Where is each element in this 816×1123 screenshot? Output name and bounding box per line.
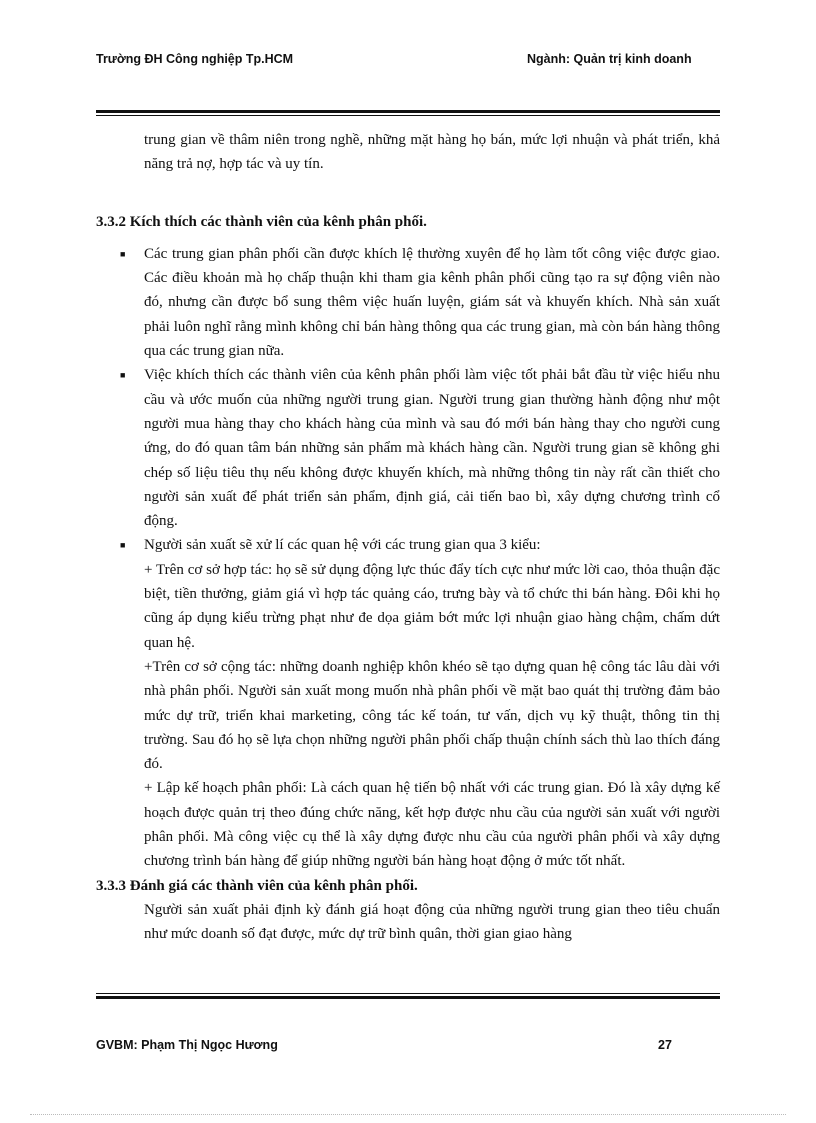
square-bullet-icon: ■ — [120, 370, 126, 381]
footer-instructor: GVBM: Phạm Thị Ngọc Hương — [96, 1038, 278, 1052]
page-body — [96, 128, 720, 947]
footer-rule-thin — [96, 993, 720, 994]
evaluation-paragraph: Người sản xuất phải định kỳ đánh giá hoạt động của những người trung gian theo tiêu chuẩn như mức doanh số đạt được, mức dự trữ bình quân, thời gian giao hàng — [144, 901, 720, 943]
page-number: 27 — [658, 1038, 672, 1052]
list-item — [96, 363, 720, 533]
bullet-text: Các trung gian phân phối cần được khích lệ thường xuyên để họ làm tốt công việc được giao. Các điều khoản mà họ chấp thuận khi tham gia kênh phân phối cũng tạo ra sự động viên nào đó, nhưng cần được bổ sung thêm việc huấn luyện, giám sát và khuyến khích. Nhà sản xuất phải luôn nghĩ rằng mình không chỉ bán hàng thông qua các trung gian, mà còn bán hàng thông qua các trung gian nữa. — [144, 245, 720, 360]
page-header — [96, 52, 720, 72]
header-rule-thin — [96, 115, 720, 116]
list-item — [96, 533, 720, 873]
intro-paragraph: trung gian về thâm niên trong nghề, những mặt hàng họ bán, mức lợi nhuận và phát triển, khả năng trả nợ, hợp tác và uy tín. — [144, 132, 720, 173]
square-bullet-icon: ■ — [120, 248, 126, 259]
page-edge-divider — [30, 1114, 786, 1115]
header-rule-thick — [96, 110, 720, 113]
bullet-lead: Người sản xuất sẽ xử lí các quan hệ với các trung gian qua 3 kiểu: — [144, 537, 541, 554]
sub-item-cooperation: + Trên cơ sở hợp tác: họ sẽ sử dụng động lực thúc đẩy tích cực như mức lời cao, thỏa thuận đặc biệt, tiền thưởng, giảm giá vì hợp tác quảng cáo, trưng bày và tổ chức thi bán hàng. Đôi khi họ cũng áp dụng kiểu trừng phạt như đe dọa giảm bớt mức lợi nhuận giao hàng chậm, chấm dứt quan hệ. — [144, 561, 720, 651]
header-school: Trường ĐH Công nghiệp Tp.HCM — [96, 52, 294, 66]
page-footer — [96, 1038, 720, 1058]
sub-item-collaboration: +Trên cơ sở cộng tác: những doanh nghiệp khôn khéo sẽ tạo dựng quan hệ công tác lâu dài với nhà phân phối. Người sản xuất mong muốn nhà phân phối về mặt bao quát thị trường đảm bảo mức dự trữ, triển khai marketing, công tác kế toán, tư vấn, dịch vụ kỹ thuật, thông tin thị trường. Sau đó họ sẽ lựa chọn những người phân phối chấp thuận chính sách thù lao thích đáng đó. — [144, 658, 720, 773]
bullet-list — [96, 242, 720, 874]
bullet-text: Việc khích thích các thành viên của kênh phân phối làm việc tốt phải bắt đầu từ việc hiểu nhu cầu và ước muốn của những người trung gian. Người trung gian thường hành động như một người mua hàng thay cho khách hàng của mình và sau đó mới bán hàng thay cho người cung ứng, do đó quan tâm bán những sản phẩm mà khách hàng cần. Người trung gian sẽ không ghi chép số liệu tiêu thụ nếu không được khuyến khích, mà những thông tin này rất cần thiết cho người sản xuất để phát triển sản phẩm, định giá, cải tiến bao bì, xây dựng chương trình cổ động. — [144, 367, 720, 530]
heading-3-3-3: 3.3.3 Đánh giá các thành viên của kênh phân phối. — [96, 877, 418, 894]
list-item — [96, 242, 720, 363]
header-major: Ngành: Quản trị kinh doanh — [527, 52, 692, 66]
footer-rule-thick — [96, 996, 720, 999]
square-bullet-icon: ■ — [120, 540, 126, 551]
sub-item-distribution-planning: + Lập kế hoạch phân phối: Là cách quan hệ tiến bộ nhất với các trung gian. Đó là xây dựng kế hoạch được quản trị theo đúng chức năng, kết hợp được nhu cầu của người sản xuất với người phân phối. Mà công việc cụ thể là xây dựng được nhu cầu của người phân phối và xây dựng chương trình bán hàng để giúp những người bán hàng hoạt động ở mức tốt nhất. — [144, 780, 720, 870]
heading-3-3-2: 3.3.2 Kích thích các thành viên của kênh phân phối. — [96, 213, 427, 230]
